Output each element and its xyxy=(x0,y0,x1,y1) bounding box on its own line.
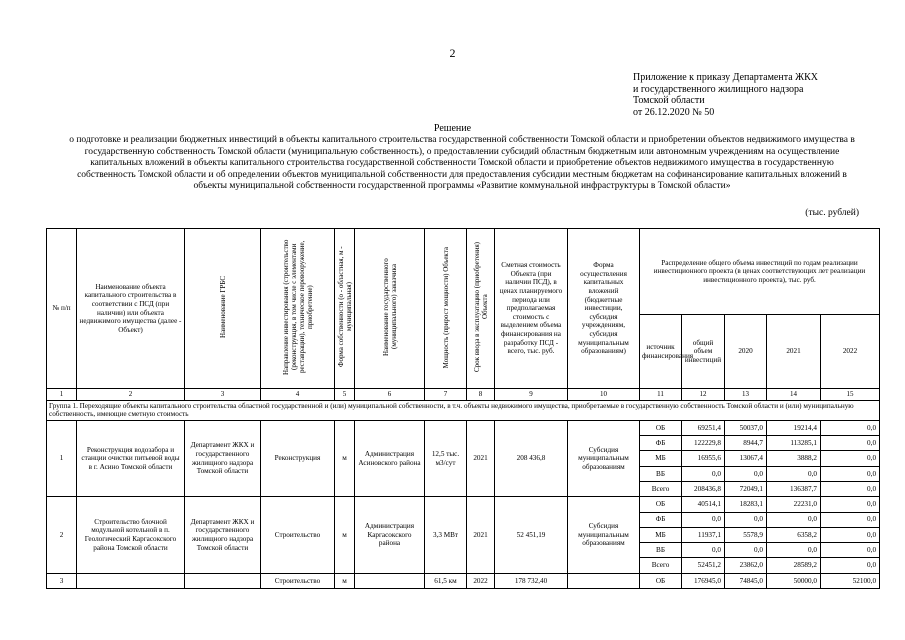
header-grbs: Наименование ГРБС xyxy=(185,229,261,389)
column-index: 7 xyxy=(425,389,467,401)
header-customer: Наименование государственного (муниципального) заказчика xyxy=(355,229,425,389)
y2020-cell: 18283,1 xyxy=(725,497,767,512)
y2021-cell: 136387,7 xyxy=(767,481,821,496)
column-index: 6 xyxy=(355,389,425,401)
object-direction: Строительство xyxy=(261,573,335,588)
y2022-cell: 0,0 xyxy=(821,512,880,527)
source-cell: ФБ xyxy=(640,512,682,527)
column-index: 4 xyxy=(261,389,335,401)
y2022-cell: 0,0 xyxy=(821,420,880,435)
document-subtitle: о подготовке и реализации бюджетных инвестиций в объекты капитального строительства государственной собственности Томской области и приобретении объектов недвижимого имущества в государственную собственность Томской области (муниципальную собственность), о предоставлении субсидий областным бюджетным или автономным учреждениям на осуществление капитальных вложений в объекты капитального строительства государственной собственности Томской области и приобретение объектов недвижимого имущества в государственную собственность Томской области и об определении объектов муниципальной собственности для предоставления субсидии местным бюджетам на софинансирование капитальных вложений в объекты муниципальной собственности государственной программы «Развитие коммунальной инфраструктуры в Томской области» xyxy=(69,135,855,191)
group-title: Группа 1. Переходящие объекты капитального строительства областной государственной и (или) муниципальной собственности, в т.ч. объекты недвижимого имущества, приобретаемые в государственную собственность Томской области и (или) муниципальную собственность, имеющие сметную стоимость xyxy=(47,400,880,420)
total-cell: 40514,1 xyxy=(682,497,725,512)
source-cell: Всего xyxy=(640,558,682,573)
appendix-line: Томской области xyxy=(633,95,705,106)
object-name xyxy=(77,573,185,588)
header-cost: Сметная стоимость Объекта (при наличии ПСД), в ценах планируемого периода или предполагаемая стоимость с выделением объема финансирования на разработку ПСД - всего, тыс. руб. xyxy=(495,229,568,389)
y2020-cell: 8944,7 xyxy=(725,436,767,451)
column-index: 10 xyxy=(568,389,640,401)
source-cell: ОБ xyxy=(640,573,682,588)
table-row xyxy=(47,497,880,512)
object-ownership: м xyxy=(335,497,355,573)
total-cell: 69251,4 xyxy=(682,420,725,435)
object-customer: Администрация Каргасокского района xyxy=(355,497,425,573)
y2022-cell: 0,0 xyxy=(821,451,880,466)
header-2022: 2022 xyxy=(821,315,880,389)
object-name: Строительство блочной модульной котельной в п. Геологический Каргасокского района Томской области xyxy=(77,497,185,573)
header-term: Срок ввода в эксплуатацию (приобретения) Объекта xyxy=(467,229,495,389)
column-index: 15 xyxy=(821,389,880,401)
object-cost: 52 451,19 xyxy=(495,497,568,573)
object-ownership: м xyxy=(335,573,355,588)
object-grbs: Департамент ЖКХ и государственного жилищного надзора Томской области xyxy=(185,497,261,573)
column-index: 14 xyxy=(767,389,821,401)
object-num: 2 xyxy=(47,497,77,573)
header-2020: 2020 xyxy=(725,315,767,389)
object-direction: Реконструкция xyxy=(261,420,335,496)
y2021-cell: 6358,2 xyxy=(767,527,821,542)
y2022-cell: 52100,0 xyxy=(821,573,880,588)
object-cost: 208 436,8 xyxy=(495,420,568,496)
total-cell: 11937,1 xyxy=(682,527,725,542)
y2020-cell: 5578,9 xyxy=(725,527,767,542)
y2020-cell: 0,0 xyxy=(725,543,767,558)
y2022-cell: 0,0 xyxy=(821,497,880,512)
column-index: 9 xyxy=(495,389,568,401)
y2020-cell: 0,0 xyxy=(725,466,767,481)
y2022-cell: 0,0 xyxy=(821,558,880,573)
y2020-cell: 0,0 xyxy=(725,512,767,527)
source-cell: ОБ xyxy=(640,420,682,435)
object-num: 3 xyxy=(47,573,77,588)
column-index: 2 xyxy=(77,389,185,401)
object-cost: 178 732,40 xyxy=(495,573,568,588)
column-index: 11 xyxy=(640,389,682,401)
total-cell: 0,0 xyxy=(682,466,725,481)
header-ownership: Форма собственности (о - областная, м - муниципальная) xyxy=(335,229,355,389)
object-direction: Строительство xyxy=(261,497,335,573)
object-term: 2022 xyxy=(467,573,495,588)
y2021-cell: 22231,0 xyxy=(767,497,821,512)
header-total: общий объем инвестиций xyxy=(682,315,725,389)
total-cell: 52451,2 xyxy=(682,558,725,573)
total-cell: 0,0 xyxy=(682,543,725,558)
y2021-cell: 0,0 xyxy=(767,512,821,527)
total-cell: 0,0 xyxy=(682,512,725,527)
table-row xyxy=(47,420,880,435)
column-index: 13 xyxy=(725,389,767,401)
header-source: источник финансирования xyxy=(640,315,682,389)
total-cell: 208436,8 xyxy=(682,481,725,496)
y2021-cell: 3888,2 xyxy=(767,451,821,466)
column-index: 5 xyxy=(335,389,355,401)
total-cell: 16955,6 xyxy=(682,451,725,466)
table-row xyxy=(47,573,880,588)
y2021-cell: 0,0 xyxy=(767,543,821,558)
object-name: Реконструкция водозабора и станции очистки питьевой воды в г. Асино Томской области xyxy=(77,420,185,496)
total-cell: 122229,8 xyxy=(682,436,725,451)
y2022-cell: 0,0 xyxy=(821,543,880,558)
column-index: 1 xyxy=(47,389,77,401)
header-name: Наименование объекта капитального строительства в соответствии с ПСД (при наличии) или объекта недвижимого имущества (далее - Объект) xyxy=(77,229,185,389)
y2021-cell: 19214,4 xyxy=(767,420,821,435)
page-number: 2 xyxy=(449,46,456,60)
appendix-block xyxy=(633,72,818,118)
header-direction: Направление инвестирования (строительство (реконструкция, в том числе с элементами реставрации), техническое перевооружение, приобретение) xyxy=(261,229,335,389)
units-label: (тыс. рублей) xyxy=(805,208,859,218)
source-cell: ОБ xyxy=(640,497,682,512)
header-num: № п/п xyxy=(47,229,77,389)
object-customer xyxy=(355,573,425,588)
object-form xyxy=(568,573,640,588)
y2020-cell: 23862,0 xyxy=(725,558,767,573)
header-capacity: Мощность (прирост мощности) Объекта xyxy=(425,229,467,389)
appendix-line: от 26.12.2020 № 50 xyxy=(633,106,715,118)
appendix-line: и государственного жилищного надзора xyxy=(633,83,804,95)
y2022-cell: 0,0 xyxy=(821,436,880,451)
object-form: Субсидия муниципальным образованиям xyxy=(568,497,640,573)
header-distribution: Распределение общего объема инвестиций по годам реализации инвестиционного проекта (в ценах соответствующих лет реализации инвестиционного проекта), тыс. руб. xyxy=(640,229,880,315)
object-capacity: 3,3 МВт xyxy=(425,497,467,573)
y2021-cell: 0,0 xyxy=(767,466,821,481)
investment-table xyxy=(46,228,880,589)
y2022-cell: 0,0 xyxy=(821,466,880,481)
column-index: 12 xyxy=(682,389,725,401)
object-capacity: 61,5 км xyxy=(425,573,467,588)
column-index: 3 xyxy=(185,389,261,401)
source-cell: ВБ xyxy=(640,466,682,481)
document-title: Решение xyxy=(433,123,472,134)
y2020-cell: 72049,1 xyxy=(725,481,767,496)
header-form: Форма осуществления капитальных вложений (бюджетные инвестиции, субсидия учреждениям, субсидия муниципальным образованиям) xyxy=(568,229,640,389)
source-cell: Всего xyxy=(640,481,682,496)
y2022-cell: 0,0 xyxy=(821,527,880,542)
appendix-line: Приложение к приказу Департамента ЖКХ xyxy=(633,72,818,83)
object-term: 2021 xyxy=(467,497,495,573)
column-index: 8 xyxy=(467,389,495,401)
y2021-cell: 28589,2 xyxy=(767,558,821,573)
source-cell: МБ xyxy=(640,451,682,466)
header-2021: 2021 xyxy=(767,315,821,389)
object-term: 2021 xyxy=(467,420,495,496)
group-row xyxy=(47,400,880,420)
object-form: Субсидия муниципальным образованиям xyxy=(568,420,640,496)
object-customer: Администрация Асиновского района xyxy=(355,420,425,496)
object-capacity: 12,5 тыс. м3/сут xyxy=(425,420,467,496)
object-ownership: м xyxy=(335,420,355,496)
object-grbs xyxy=(185,573,261,588)
y2020-cell: 74845,0 xyxy=(725,573,767,588)
y2020-cell: 13067,4 xyxy=(725,451,767,466)
y2021-cell: 50000,0 xyxy=(767,573,821,588)
source-cell: ВБ xyxy=(640,543,682,558)
object-grbs: Департамент ЖКХ и государственного жилищного надзора Томской области xyxy=(185,420,261,496)
source-cell: ФБ xyxy=(640,436,682,451)
y2020-cell: 50037,0 xyxy=(725,420,767,435)
object-num: 1 xyxy=(47,420,77,496)
source-cell: МБ xyxy=(640,527,682,542)
column-index-row xyxy=(47,389,880,401)
y2022-cell: 0,0 xyxy=(821,481,880,496)
total-cell: 176945,0 xyxy=(682,573,725,588)
y2021-cell: 113285,1 xyxy=(767,436,821,451)
